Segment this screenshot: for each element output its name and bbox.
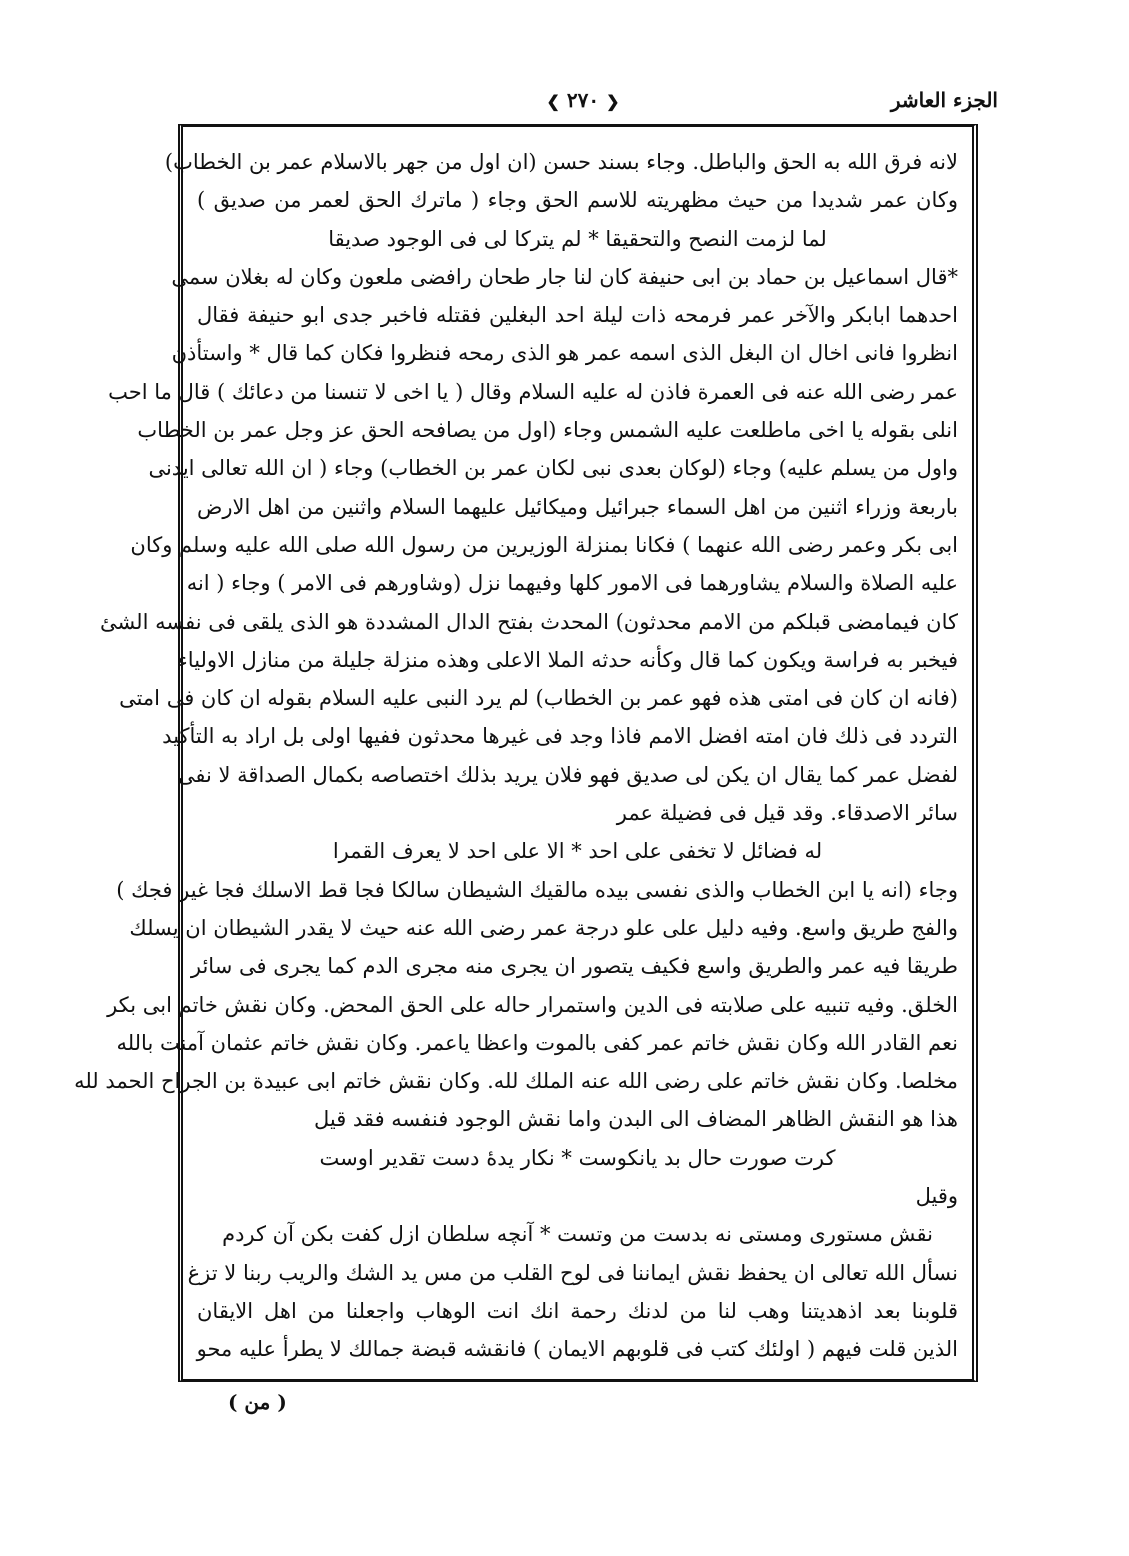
verse-line: نقش مستورى ومستى نه بدست من وتست * آنچه سلطان ازل كفت بكن آن كردم xyxy=(222,1222,933,1247)
verse-line: له فضائل لا تخفى على احد * الا على احد لا يعرف القمرا xyxy=(332,839,823,864)
text-line: *قال اسماعيل بن حماد بن ابى حنيفة كان لنا جار طحان رافضى ملعون وكان له بغلان سمى xyxy=(171,264,958,289)
catchword: ( من ) xyxy=(228,1390,287,1414)
text-line: وقيل xyxy=(915,1184,958,1209)
text-line: احدهما ابابكر والآخر عمر فرمحه ذات ليلة احد البغلين فقتله فاخبر جدى ابو حنيفة فقال xyxy=(197,303,958,328)
text-line: عمر رضى الله عنه فى العمرة فاذن له عليه السلام وقال ( يا اخى لا تنسنا من دعائك ) قال ما احب xyxy=(108,379,958,404)
text-line: وكان عمر شديدا من حيث مظهريته للاسم الحق وجاء ( ماترك الحق لعمر من صديق ) xyxy=(197,188,959,213)
text-line: الخلق. وفيه تنبيه على صلابته فى الدين واستمرار حاله على الحق المحض. وكان نقش خاتم ابى بكر xyxy=(107,992,958,1017)
page-number-value: ٢٧٠ xyxy=(566,88,600,112)
text-line: انظروا فانى اخال ان البغل الذى اسمه عمر هو الذى رمحه فنظروا فكان كما قال * واستأذن xyxy=(171,341,958,366)
ornament-left-icon: ❮ xyxy=(606,92,620,111)
text-line: قلوبنا بعد اذهديتنا وهب لنا من لدنك رحمة انك انت الوهاب واجعلنا من اهل الايقان xyxy=(197,1298,958,1323)
verse-line: لما لزمت النصح والتحقيقا * لم يتركا لى فى الوجود صديقا xyxy=(328,226,827,251)
text-line: والفج طريق واسع. وفيه دليل على علو درجة عمر رضى الله عنه حيث لا يقدر الشيطان ان يسلك xyxy=(129,915,958,940)
page-number xyxy=(547,88,620,112)
running-title: الجزء العاشر xyxy=(890,88,998,112)
text-line: طريقا فيه عمر والطريق واسع فكيف يتصور ان يجرى منه مجرى الدم كما يجرى فى سائر xyxy=(190,954,958,979)
page-header xyxy=(178,88,998,120)
text-line: ابى بكر وعمر رضى الله عنهما ) فكانا بمنزلة الوزيرين من رسول الله صلى الله عليه وسلم وكان xyxy=(130,532,958,557)
text-line: سائر الاصدقاء. وقد قيل فى فضيلة عمر xyxy=(616,801,958,826)
text-line: الذين قلت فيهم ( اولئك كتب فى قلوبهم الايمان ) فانقشه قبضة جمالك لا يطرأ عليه محو xyxy=(196,1337,958,1362)
text-line: (فانه ان كان فى امتى هذه فهو عمر بن الخطاب) لم يرد النبى عليه السلام بقوله ان كان فى امتى xyxy=(119,686,958,711)
text-line: واول من يسلم عليه) وجاء (لوكان بعدى نبى لكان عمر بن الخطاب) وجاء ( ان الله تعالى ايدنى xyxy=(148,456,958,481)
body-text xyxy=(74,143,959,1369)
text-line: عليه الصلاة والسلام يشاورهما فى الامور كلها وفيهما نزل (وشاورهم فى الامر ) وجاء ( انه xyxy=(186,571,958,596)
text-line: نسأل الله تعالى ان يحفظ نقش ايماننا فى لوح القلب من مس يد الشك والريب ربنا لا تزغ xyxy=(187,1260,958,1285)
text-line: لفضل عمر كما يقال ان يكن لى صديق فهو فلان يريد بذلك اختصاصه بكمال الصداقة لا نفى xyxy=(177,762,958,787)
text-line: انلى بقوله يا اخى ماطلعت عليه الشمس وجاء (اول من يصافحه الحق عز وجل عمر بن الخطاب xyxy=(137,418,958,443)
text-line: فيخبر به فراسة ويكون كما قال وكأنه حدثه الملا الاعلى وهذه منزلة جليلة من منازل الاولياء xyxy=(177,647,958,672)
ornament-right-icon: ❯ xyxy=(546,92,560,111)
text-line: مخلصا. وكان نقش خاتم على رضى الله عنه الملك لله. وكان نقش خاتم ابى عبيدة بن الجراح الحمد لله xyxy=(74,1069,958,1094)
text-line: هذا هو النقش الظاهر المضاف الى البدن واما نقش الوجود فنفسه فقد قيل xyxy=(313,1107,958,1132)
verse-line: كرت صورت حال بد يانكوست * نكار يدهٔ دست تقدير اوست xyxy=(319,1145,836,1170)
text-line: وجاء (انه يا ابن الخطاب والذى نفسى بيده مالقيك الشيطان سالكا فجا قط الاسلك فجا غير فجك ) xyxy=(116,877,958,902)
text-line: باربعة وزراء اثنين من اهل السماء جبرائيل وميكائيل عليهما السلام واثنين من اهل الارض xyxy=(197,494,958,519)
text-line: التردد فى ذلك فان امته افضل الامم فاذا وجد فى غيرها محدثون ففيها اولى بل اراد به التأكيد xyxy=(162,724,958,749)
text-line: لانه فرق الله به الحق والباطل. وجاء بسند حسن (ان اول من جهر بالاسلام عمر بن الخطاب) xyxy=(164,150,958,174)
text-frame xyxy=(74,124,978,1382)
text-line: كان فيمامضى قبلكم من الامم محدثون) المحدث بفتح الدال المشددة هو الذى يلقى فى نفسه الشئ xyxy=(99,609,958,634)
text-line: نعم القادر الله وكان نقش خاتم عمر كفى بالموت واعظا ياعمر. وكان نقش خاتم عثمان آمنت بالله xyxy=(116,1030,958,1055)
